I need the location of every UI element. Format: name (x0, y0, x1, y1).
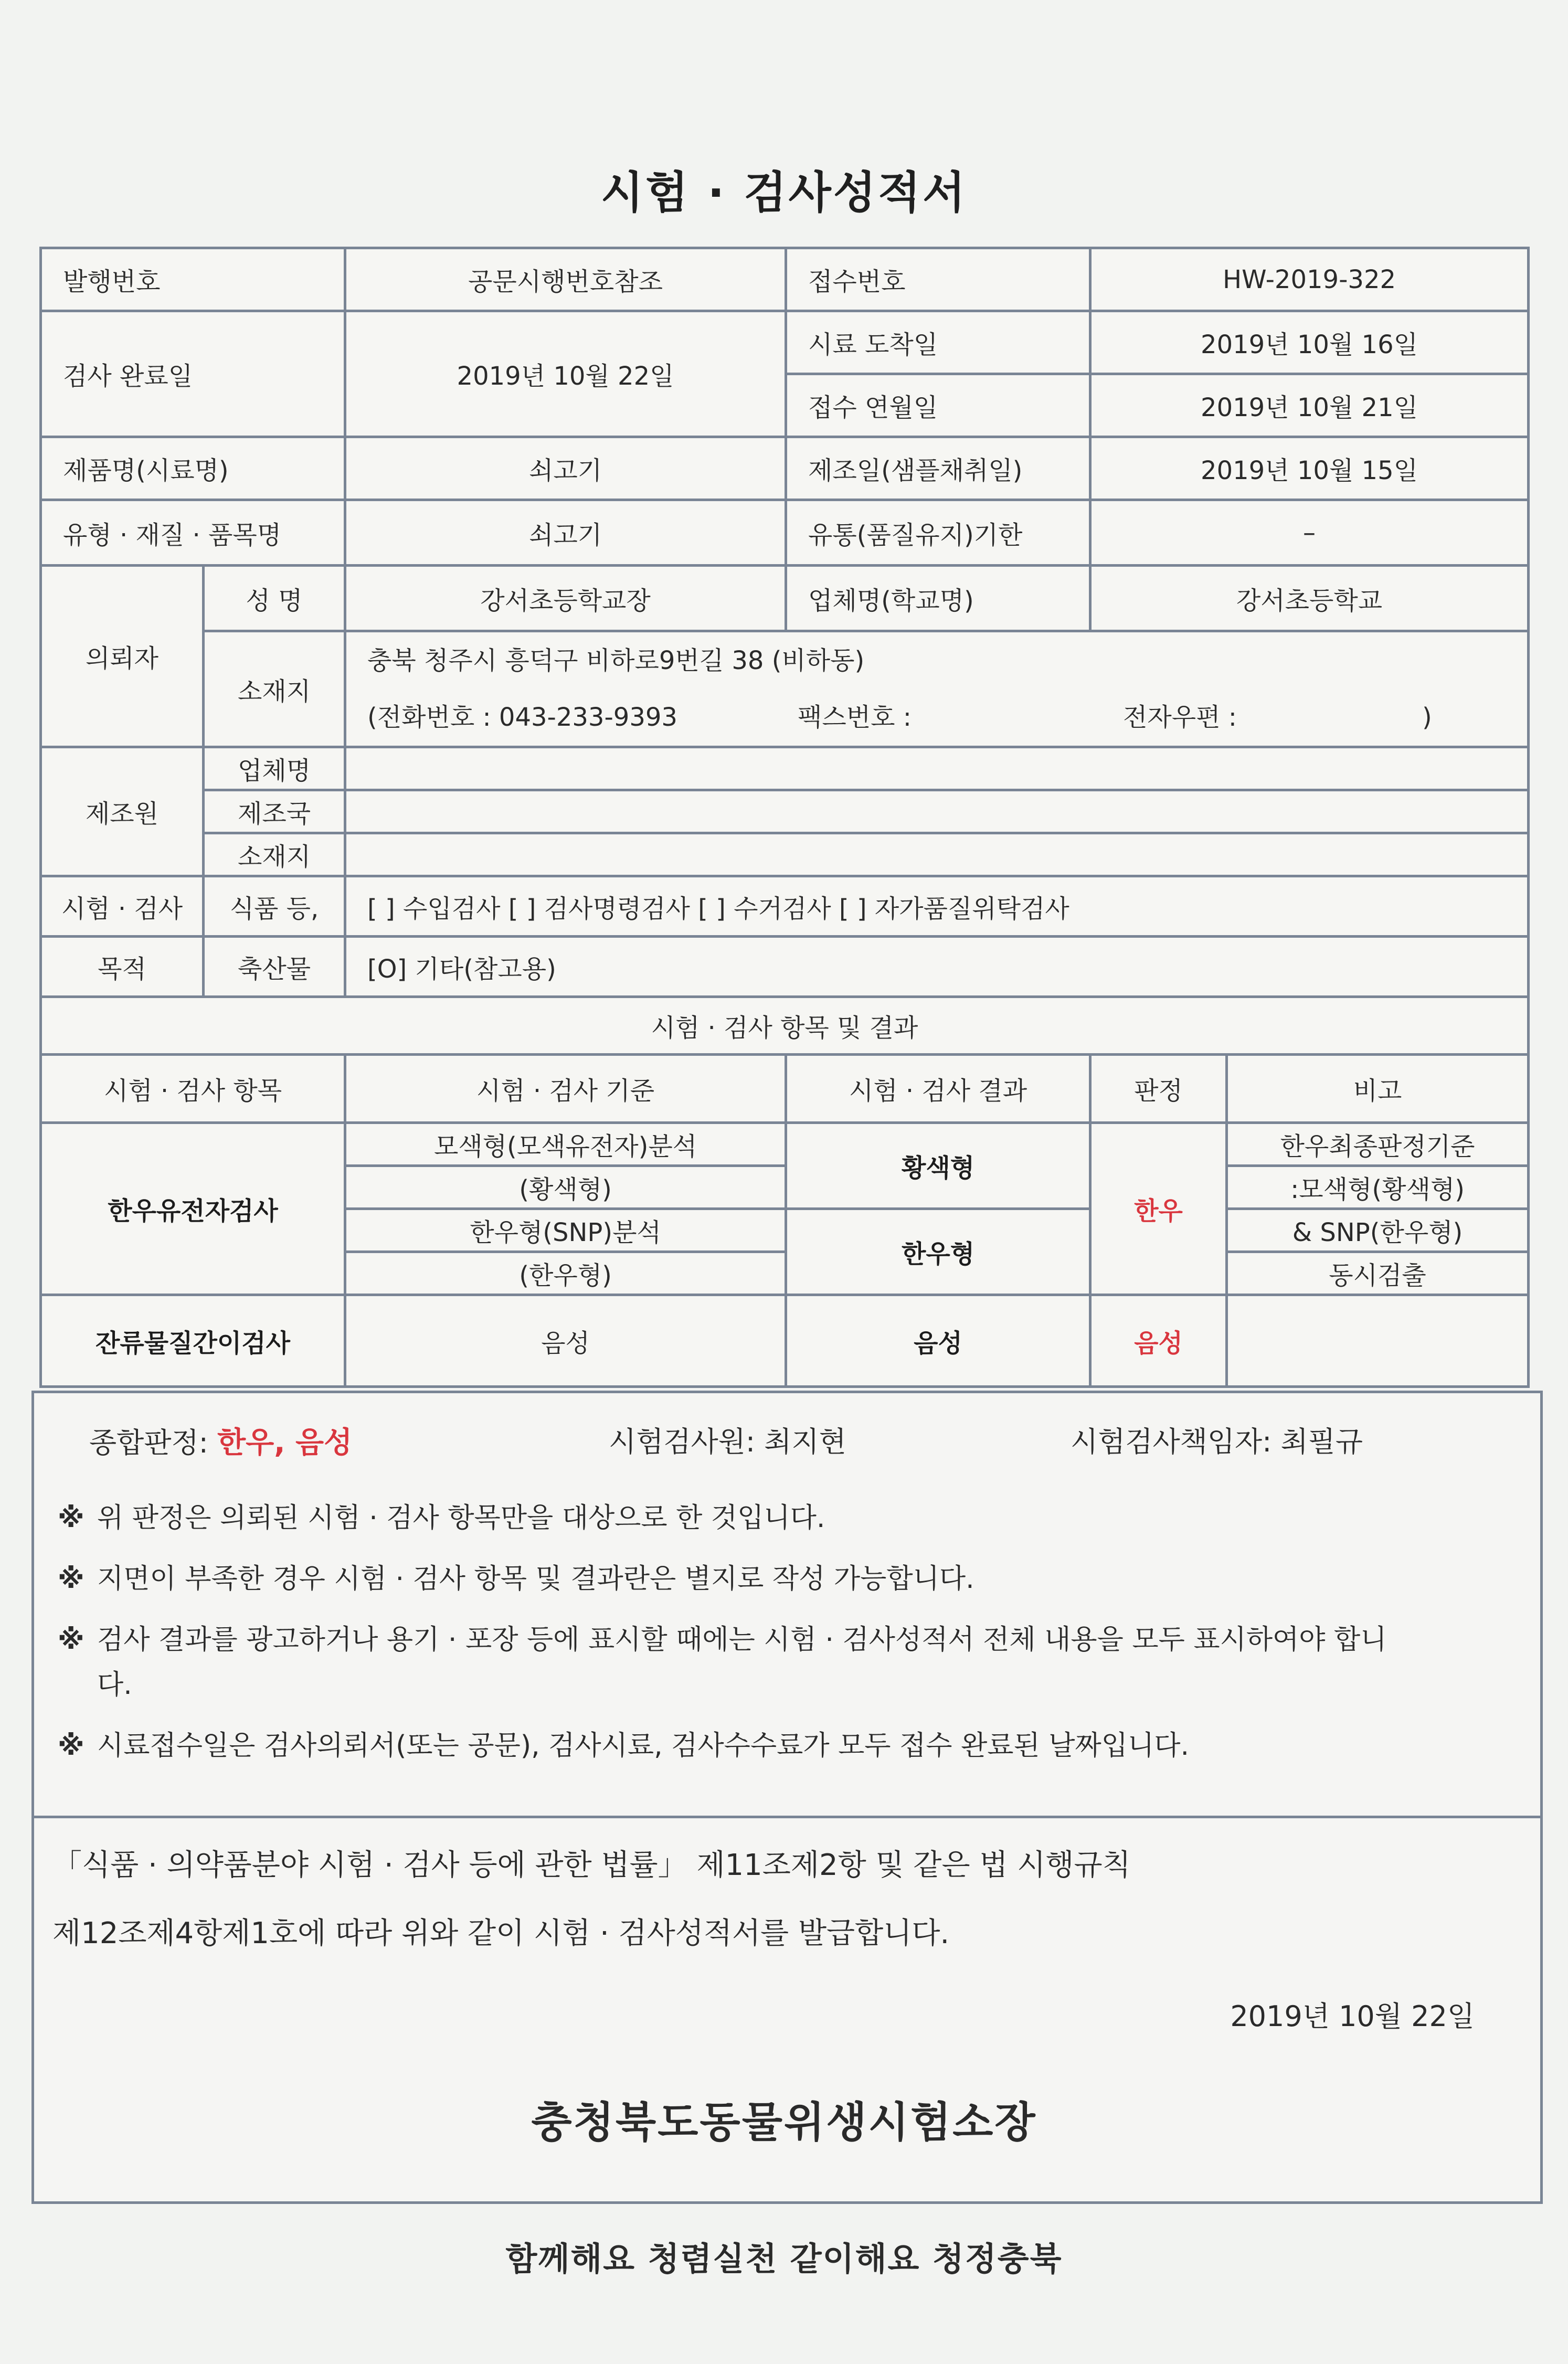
receipt-date-label: 접수 연월일 (786, 374, 1090, 437)
standard-snp-sub: (한우형) (345, 1252, 786, 1295)
manufacturer-address-value (345, 833, 1529, 876)
client-phone: (전화번호 : 043-233-9393 (367, 703, 677, 732)
client-contact-line (367, 689, 1520, 746)
reference-mark: ※ (58, 1624, 84, 1656)
col-header-standard: 시험 · 검사 기준 (345, 1055, 786, 1123)
result-snp: 한우형 (786, 1209, 1090, 1295)
note-item (58, 1723, 1517, 1768)
manufacturer-address-label: 소재지 (204, 833, 345, 876)
issuer-name: 충청북도동물위생시험소장 (531, 2098, 1037, 2147)
client-address-value: 충북 청주시 흥덕구 비하로9번길 38 (비하동) (367, 646, 865, 675)
test-item-residue: 잔류물질간이검사 (41, 1295, 345, 1387)
report-table (39, 247, 1530, 1388)
inspection-manager: 시험검사책임자: 최필규 (1071, 1425, 1363, 1458)
receipt-no-value: HW-2019-322 (1090, 248, 1529, 311)
standard-snp: 한우형(SNP)분석 (345, 1209, 786, 1252)
judgment-hanwoo: 한우 (1090, 1123, 1227, 1295)
standard-residue: 음성 (345, 1295, 786, 1387)
purpose-options-line1: [ ] 수입검사 [ ] 검사명령검사 [ ] 수거검사 [ ] 자가품질위탁검사 (345, 876, 1529, 937)
results-section-header: 시험 · 검사 항목 및 결과 (41, 997, 1529, 1055)
footer-slogan: 함께해요 청렴실천 같이해요 청정충북 (505, 2240, 1063, 2278)
arrival-value: 2019년 10월 16일 (1090, 311, 1529, 374)
section-divider (31, 1816, 1543, 1818)
receipt-no-label: 접수번호 (786, 248, 1090, 311)
purpose-sub-line1: 식품 등, (204, 876, 345, 937)
standard-coat-color: 모색형(모색유전자)분석 (345, 1123, 786, 1166)
document-title: 시험 · 검사성적서 (600, 167, 968, 218)
mfg-date-label: 제조일(샘플채취일) (786, 437, 1090, 500)
note-item (58, 1496, 1517, 1541)
overall-judgment-value: 한우, 음성 (217, 1426, 353, 1460)
note-text: 지면이 부족한 경우 시험 · 검사 항목 및 결과란은 별지로 작성 가능합니다. (97, 1563, 974, 1595)
note-line1: 한우최종판정기준 (1227, 1123, 1529, 1166)
note-text: 위 판정은 의뢰된 시험 · 검사 항목만을 대상으로 한 것입니다. (97, 1502, 825, 1534)
test-item-genetic: 한우유전자검사 (41, 1123, 345, 1295)
note-item (58, 1617, 1517, 1708)
manufacturer-company-label: 업체명 (204, 747, 345, 790)
completion-value: 2019년 10월 22일 (345, 311, 786, 437)
note-item (58, 1556, 1517, 1602)
legal-line2: 제12조제4항제1호에 따라 위와 같이 시험 · 검사성적서를 발급합니다. (52, 1916, 950, 1950)
issue-no-label: 발행번호 (41, 248, 345, 311)
col-header-judgment: 판정 (1090, 1055, 1227, 1123)
client-company-label: 업체명(학교명) (786, 566, 1090, 631)
type-value: 쇠고기 (345, 500, 786, 566)
manufacturer-company-value (345, 747, 1529, 790)
overall-judgment (89, 1419, 352, 1461)
note-line2: :모색형(황색형) (1227, 1166, 1529, 1209)
client-name-value: 강서초등학교장 (345, 566, 786, 631)
client-address-label: 소재지 (204, 631, 345, 747)
manufacturer-label: 제조원 (41, 747, 204, 876)
note-text: 검사 결과를 광고하거나 용기 · 포장 등에 표시할 때에는 시험 · 검사성적서 전체 내용을 모두 표시하여야 합니다. (97, 1624, 1387, 1701)
purpose-sub-line2: 축산물 (204, 937, 345, 997)
type-label: 유형 · 재질 · 품목명 (41, 500, 345, 566)
purpose-options-line2: [O] 기타(참고용) (345, 937, 1529, 997)
standard-coat-color-sub: (황색형) (345, 1166, 786, 1209)
reference-mark: ※ (58, 1563, 84, 1595)
purpose-label-line1: 시험 · 검사 (41, 876, 204, 937)
client-fax: 팩스번호 : (798, 703, 912, 732)
client-name-label: 성 명 (204, 566, 345, 631)
client-label: 의뢰자 (41, 566, 204, 747)
result-coat-color: 황색형 (786, 1123, 1090, 1209)
note-line3: & SNP(한우형) (1227, 1209, 1529, 1252)
note-empty (1227, 1295, 1529, 1387)
client-company-value: 강서초등학교 (1090, 566, 1529, 631)
note-text: 시료접수일은 검사의뢰서(또는 공문), 검사시료, 검사수수료가 모두 접수 완료된 날짜입니다. (97, 1730, 1189, 1762)
expiry-label: 유통(품질유지)기한 (786, 500, 1090, 566)
result-residue: 음성 (786, 1295, 1090, 1387)
overall-judgment-label: 종합판정: (89, 1426, 208, 1459)
col-header-note: 비고 (1227, 1055, 1529, 1123)
mfg-date-value: 2019년 10월 15일 (1090, 437, 1529, 500)
client-address-cell (345, 631, 1529, 747)
receipt-date-value: 2019년 10월 21일 (1090, 374, 1529, 437)
legal-statement (52, 1831, 1522, 1968)
legal-line1: 「식품 · 의약품분야 시험 · 검사 등에 관한 법률」 제11조제2항 및 같은 법 시행규칙 (52, 1848, 1131, 1882)
reference-mark: ※ (58, 1502, 84, 1534)
inspector: 시험검사원: 최지현 (609, 1425, 846, 1458)
reference-mark: ※ (58, 1730, 84, 1762)
notes-list (58, 1496, 1517, 1784)
product-label: 제품명(시료명) (41, 437, 345, 500)
judgment-negative: 음성 (1090, 1295, 1227, 1387)
col-header-result: 시험 · 검사 결과 (786, 1055, 1090, 1123)
product-value: 쇠고기 (345, 437, 786, 500)
col-header-item: 시험 · 검사 항목 (41, 1055, 345, 1123)
arrival-label: 시료 도착일 (786, 311, 1090, 374)
client-close-paren: ) (1422, 703, 1432, 732)
expiry-value: – (1090, 500, 1529, 566)
completion-label: 검사 완료일 (41, 311, 345, 437)
client-email: 전자우편 : (1123, 703, 1237, 732)
manufacturer-country-label: 제조국 (204, 790, 345, 833)
manufacturer-country-value (345, 790, 1529, 833)
note-line4: 동시검출 (1227, 1252, 1529, 1295)
issue-date: 2019년 10월 22일 (1230, 2000, 1475, 2033)
issue-no-value: 공문시행번호참조 (345, 248, 786, 311)
purpose-label-line2: 목적 (41, 937, 204, 997)
